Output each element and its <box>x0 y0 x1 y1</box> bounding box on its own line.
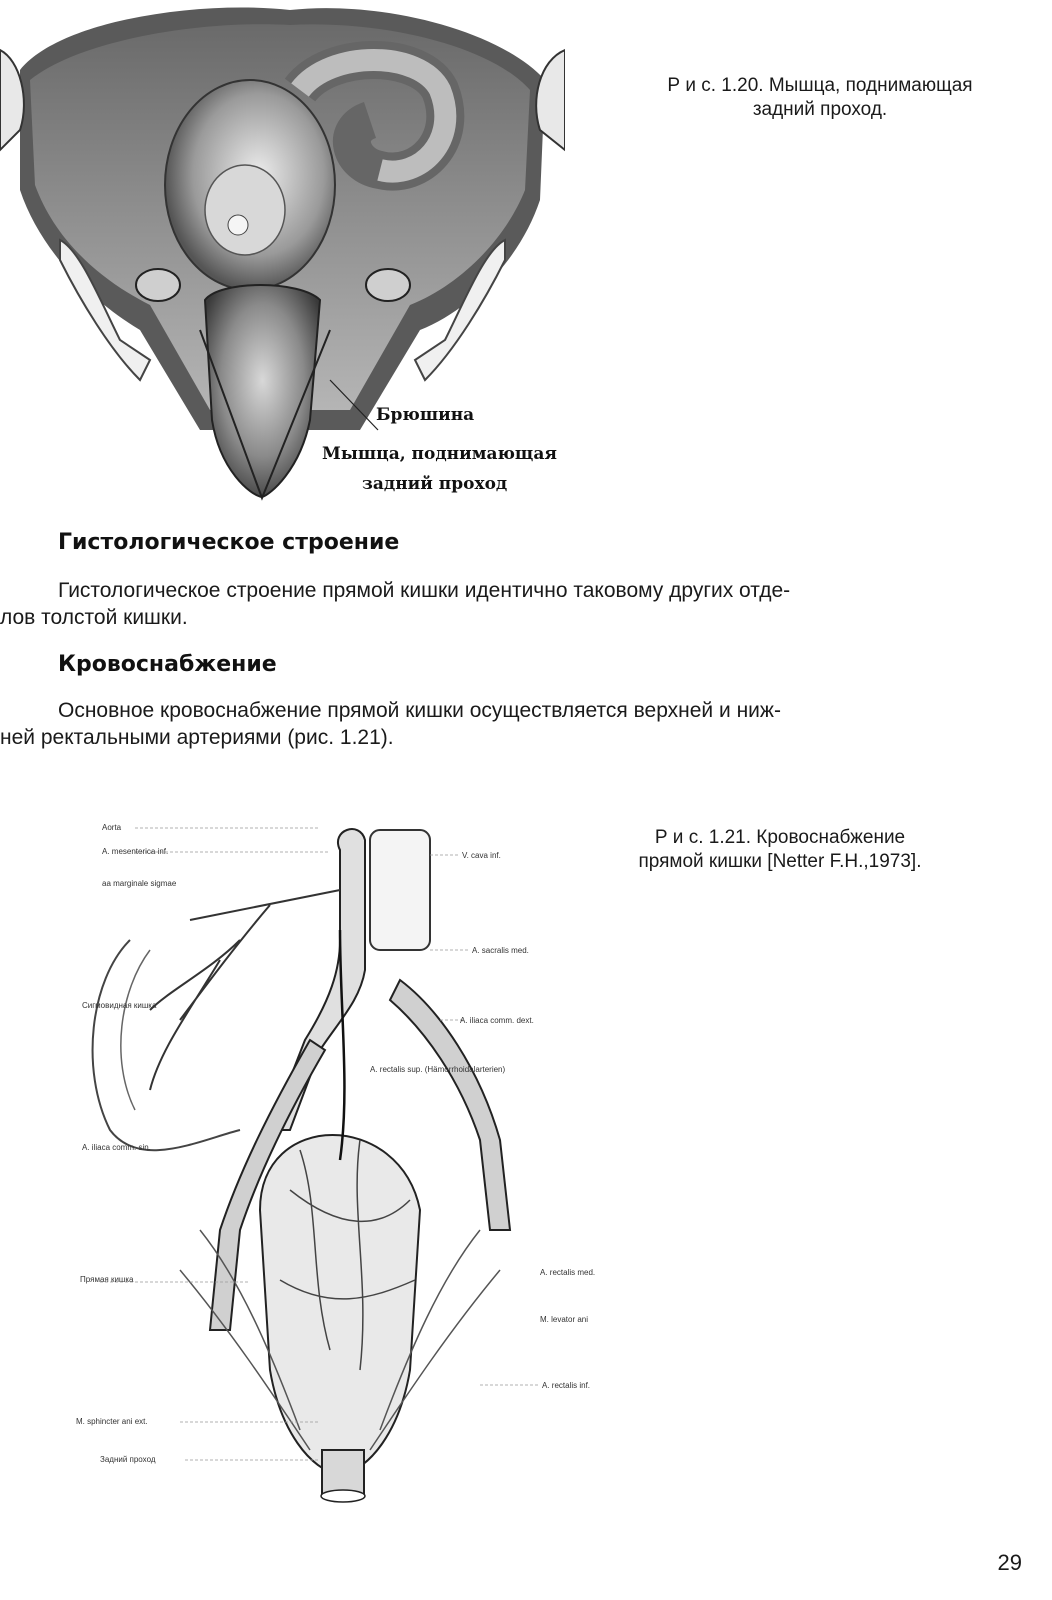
figure-1-21-caption-line2: прямой кишки [Netter F.H.,1973]. <box>638 851 922 872</box>
label-a-iliaca-dext: A. iliaca comm. dext. <box>460 1016 534 1025</box>
figure-1-21-caption <box>570 826 990 874</box>
heading-blood-supply: Кровоснабжение <box>58 652 277 677</box>
figure-1-20-caption <box>600 74 1040 122</box>
paragraph-blood-supply-line2: ней ректальными артериями (рис. 1.21). <box>0 726 394 749</box>
label-aa-marginale: aa marginale sigmae <box>102 879 177 888</box>
heading-histology: Гистологическое строение <box>58 530 400 555</box>
label-sphincter: M. sphincter ani ext. <box>76 1417 148 1426</box>
figure-levator-ani-illustration <box>0 0 565 520</box>
paragraph-histology <box>0 577 1040 631</box>
page-number: 29 <box>997 1550 1022 1575</box>
label-a-rectalis-inf: A. rectalis inf. <box>542 1381 591 1390</box>
figure-rectal-blood-supply-diagram <box>40 810 640 1510</box>
label-peritoneum: Брюшина <box>376 405 475 425</box>
label-levator-line1: Мышца, поднимающая <box>322 444 557 464</box>
paragraph-blood-supply-line1: Основное кровоснабжение прямой кишки осуществляется верхней и ниж- <box>58 699 781 722</box>
label-levator-line2: задний проход <box>362 474 508 494</box>
label-m-levator: M. levator ani <box>540 1315 589 1324</box>
figure-1-21-caption-line1: Р и с. 1.21. Кровоснабжение <box>654 827 906 848</box>
label-aorta: Aorta <box>102 823 122 832</box>
label-a-rectalis-med: A. rectalis med. <box>540 1268 596 1277</box>
label-rectum: Прямая кишка <box>80 1275 134 1284</box>
figure-1-20-caption-line1: Р и с. 1.20. Мышца, поднимающая <box>667 75 973 96</box>
label-sigmoid: Сигмовидная кишка <box>82 1001 157 1010</box>
label-a-mesenterica: A. mesenterica inf. <box>102 847 169 856</box>
label-a-rectalis-sup: A. rectalis sup. (Hämorrhoidalarterien) <box>370 1065 506 1074</box>
label-anus: Задний проход <box>100 1455 156 1464</box>
label-v-cava: V. cava inf. <box>462 851 501 860</box>
paragraph-blood-supply <box>0 697 1040 751</box>
label-a-iliaca-sin: A. iliaca comm. sin. <box>82 1143 151 1152</box>
label-a-sacralis: A. sacralis med. <box>472 946 529 955</box>
figure-1-20-caption-line2: задний проход. <box>752 99 888 120</box>
paragraph-histology-line1: Гистологическое строение прямой кишки идентично таковому других отде- <box>58 579 791 602</box>
paragraph-histology-line2: лов толстой кишки. <box>0 606 188 629</box>
